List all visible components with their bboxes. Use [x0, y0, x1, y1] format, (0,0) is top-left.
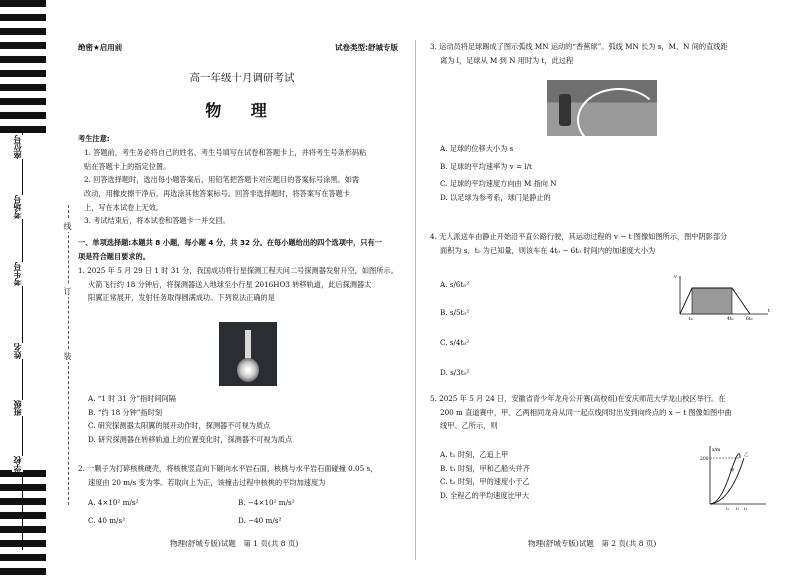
- question-2: [78, 462, 413, 489]
- header-confidential: 绝密★启用前: [78, 43, 123, 52]
- binding-bar: [0, 84, 46, 91]
- binding-bar: [0, 484, 46, 491]
- option-c[interactable]: C. t₂ 时刻，甲的速度小于乙: [440, 477, 530, 487]
- vt-tick: 4t₀: [727, 317, 734, 322]
- option-d[interactable]: D. 以足球为参考系，球门是静止的: [440, 193, 551, 203]
- footer-page-2: 物理(舒城专版)试题 第 2 页(共 8 页): [528, 539, 657, 548]
- q1-stem-line: 火箭飞行约 18 分钟后，将探测器送入地球至小行星 2016HO3 转移轨道，此后探测器太: [88, 279, 372, 289]
- binding-bar: [0, 42, 46, 49]
- q5-stem-line: 5. 2025 年 5 月 24 日，安徽省青少年龙舟公开赛(高校组)在安庆师范大学龙山校区举行。在: [430, 394, 726, 403]
- option-a[interactable]: A. s/6t₀²: [440, 280, 470, 289]
- room-label: 考场号: [13, 195, 22, 219]
- binding-bar: [0, 56, 46, 63]
- question-4: [430, 230, 790, 257]
- notice-item: 2. 回答选择题时，选出每小题答案后，用铅笔把答题卡对应题目的答案标号涂黑。如需: [84, 175, 360, 185]
- option-c[interactable]: C. 研究探测器太阳翼的展开动作时，探测器不可视为质点: [88, 421, 271, 431]
- option-b[interactable]: B. 足球的平均速率为 v = l/t: [440, 161, 532, 171]
- option-c[interactable]: C. 40 m/s²: [88, 516, 126, 525]
- q5-options: [440, 448, 680, 503]
- xt-tick-200: 200: [700, 457, 709, 462]
- option-b[interactable]: B. s/5t₀²: [440, 308, 470, 317]
- binding-bar: [0, 470, 46, 477]
- q5-stem-line: 线甲、乙所示，则: [440, 421, 498, 431]
- q3-stem-line: 3. 运动员将足球踢成了图示弧线 MN 运动的“香蕉球”。弧线 MN 长为 s，M、N 间的直线距: [430, 42, 728, 51]
- option-b[interactable]: B. “约 18 分钟”指时刻: [88, 407, 163, 417]
- notice-item: 3. 考试结束后，将本试卷和答题卡一并交回。: [84, 216, 230, 226]
- exam-title: 高一年级十月调研考试: [189, 72, 295, 84]
- option-b[interactable]: B. t₁ 时刻，甲和乙船头并齐: [440, 463, 530, 473]
- bind-word-line: 线: [63, 222, 72, 230]
- notice-heading: 考生注意:: [78, 134, 110, 143]
- binding-bar: [0, 554, 46, 561]
- option-d[interactable]: D. s/3t₀²: [440, 368, 470, 377]
- section-line: 项是符合题目要求的。: [78, 251, 150, 261]
- binding-bar: [0, 98, 46, 105]
- xt-axis-y-label: x/m: [712, 448, 721, 453]
- question-1: [78, 264, 413, 305]
- column-divider: [415, 40, 416, 560]
- option-c[interactable]: C. 足球的平均速度方向由 M 指向 N: [440, 179, 557, 189]
- option-d[interactable]: D. 研究探测器在转移轨道上的位置变化时，探测器不可视为质点: [88, 435, 293, 445]
- option-d[interactable]: D. 全程乙的平均速度比甲大: [440, 491, 530, 501]
- xt-tick: t₃: [744, 506, 748, 511]
- vt-tick: 6t₀: [746, 317, 753, 322]
- binding-bar: [0, 526, 46, 533]
- xt-tick: t₂: [736, 506, 740, 511]
- bind-word-bind: 装: [63, 352, 72, 360]
- binding-bar: [0, 0, 46, 7]
- q5-stem-line: 200 m 直道赛中，甲、乙两相同龙舟从同一起点线同时出发到向终点的 x − t 图像如图中曲: [440, 407, 732, 417]
- vt-graph: [672, 272, 772, 322]
- class-label: 班级: [13, 400, 22, 416]
- question-5: [430, 392, 790, 433]
- q3-options: [440, 142, 780, 205]
- notice-item: 1. 答题前，考生务必将自己的姓名、考生号填写在试卷和答题卡上，并将考生号条形码粘: [84, 148, 367, 157]
- binding-bar: [0, 14, 46, 21]
- binding-bar: [0, 568, 46, 575]
- option-c[interactable]: C. s/4t₀²: [440, 338, 470, 347]
- vt-axis-y-label: v: [674, 274, 677, 280]
- section-heading: [78, 236, 413, 263]
- vt-shaded-area: [692, 288, 732, 314]
- binding-bar: [0, 512, 46, 519]
- q2-stem-line: 速度由 20 m/s 变为零。若取向上为正，该撞击过程中核桃的平均加速度为: [88, 477, 326, 487]
- q3-stem-line: 离为 l，足球从 M 到 N 用时为 t，此过程: [440, 55, 574, 65]
- xt-label-yi: 乙: [744, 453, 749, 458]
- footer-page-1: 物理(舒城专版)试题 第 1 页(共 8 页): [170, 539, 299, 548]
- q1-options: [88, 392, 408, 447]
- section-line: 一、单项选择题:本题共 8 小题，每小题 4 分，共 32 分。在每小题给出的四个选项中，只有一: [78, 238, 382, 247]
- binding-bar: [0, 28, 46, 35]
- xt-graph: [700, 444, 770, 512]
- q2-stem-line: 2. 一颗子为打碎核桃硬壳，将核桃竖直向下砸向水平岩石面，核桃与水平岩石面碰撞 0.05 s，: [78, 464, 378, 473]
- option-a[interactable]: A. 4×10² m/s²: [88, 498, 139, 507]
- xt-label-jia: 甲: [730, 469, 735, 474]
- vt-axis-x-label: t: [768, 308, 771, 314]
- notice-item: 贴在答题卡上的指定位置。: [84, 161, 171, 171]
- q4-stem-line: 面积为 s，t₀ 为已知量，则该车在 4t₀ − 6t₀ 时间内的加速度大小为: [440, 245, 656, 255]
- binding-strip: [0, 0, 46, 579]
- question-3: [430, 40, 790, 67]
- rocket-launch-photo: [219, 322, 277, 386]
- header-paper-type: 试卷类型:舒城专版: [335, 43, 398, 52]
- banana-kick-photo: [547, 80, 657, 136]
- q1-stem-line: 1. 2025 年 5 月 29 日 1 时 31 分，我国成功将行星探测工程天问二号探测器发射升空，如图所示。: [78, 266, 398, 275]
- binding-bar: [0, 112, 46, 119]
- option-b[interactable]: B. −4×10² m/s²: [238, 498, 295, 507]
- examinee-label: 考生号: [13, 262, 22, 286]
- option-a[interactable]: A. t₁ 时刻，乙追上甲: [440, 450, 509, 459]
- bind-word-staple: 订: [63, 287, 72, 295]
- notice-item: 改动，用橡皮擦干净后，再选涂其他答案标号。回答非选择题时，将答案写在答题卡: [84, 189, 350, 199]
- q4-stem-line: 4. 无人派送车由静止开始沿平直公路行驶，其运动过程的 v − t 图像如图所示，图中阴影部分: [430, 232, 728, 241]
- q1-stem-line: 阳翼正常展开，发射任务取得圆满成功。下列说法正确的是: [88, 293, 275, 303]
- xt-tick: t₁: [726, 506, 730, 511]
- xt-curve-yi: [710, 458, 744, 504]
- notice-list: [84, 146, 414, 228]
- name-label: 姓名: [13, 343, 22, 359]
- ball-trajectory: [577, 88, 657, 136]
- rocket-flame: [237, 358, 259, 382]
- option-a[interactable]: A. “1 时 31 分”指时间间隔: [88, 394, 176, 403]
- option-d[interactable]: D. −40 m/s²: [238, 516, 282, 525]
- vt-tick: t₀: [689, 317, 693, 322]
- option-a[interactable]: A. 足球的位移大小为 s: [440, 144, 514, 153]
- binding-bar: [0, 70, 46, 77]
- binding-bar: [0, 498, 46, 505]
- binding-bar: [0, 126, 46, 133]
- subject-title: 物 理: [205, 101, 279, 120]
- seat-label: 座位号: [13, 135, 22, 159]
- binding-bar: [0, 540, 46, 547]
- notice-item: 上，写在本试卷上无效。: [84, 202, 164, 212]
- binding-line: [22, 130, 23, 550]
- soccer-player: [559, 94, 571, 126]
- school-label: 学校: [13, 456, 22, 472]
